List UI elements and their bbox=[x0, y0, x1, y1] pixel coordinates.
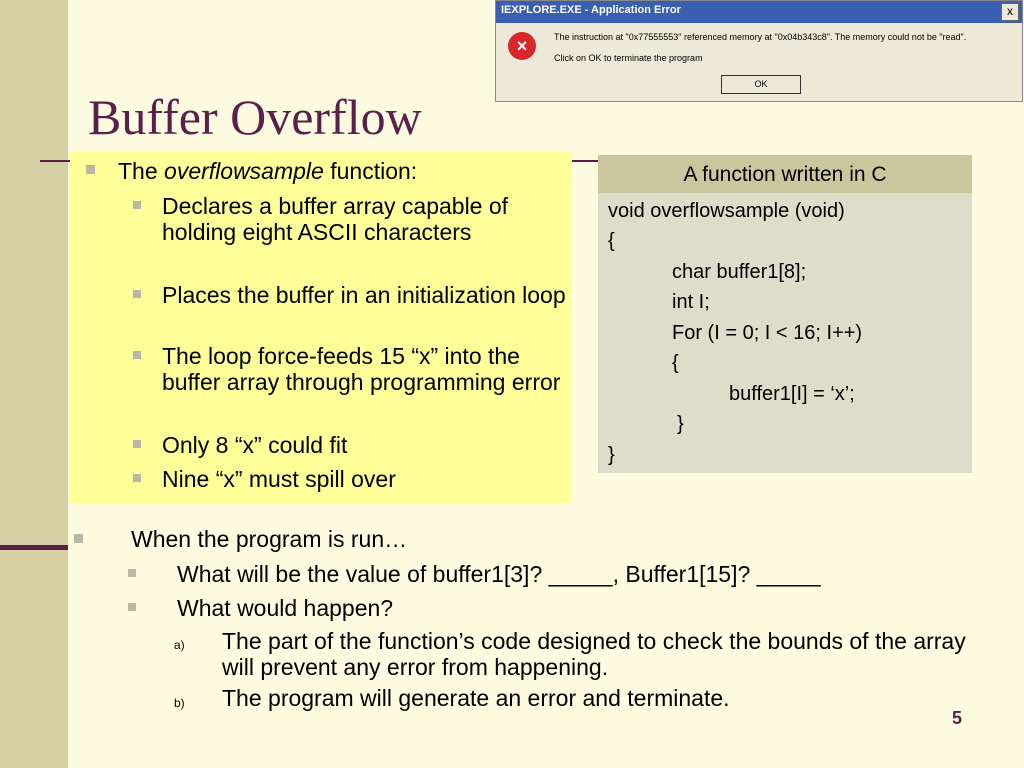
sub-bullet-icon bbox=[133, 474, 141, 482]
option-text: The program will generate an error and terminate. bbox=[222, 685, 730, 711]
dialog-title: IEXPLORE.EXE - Application Error bbox=[501, 4, 681, 16]
close-icon[interactable]: x bbox=[1001, 3, 1019, 21]
list-item: The loop force-feeds 15 “x” into the buffer array through programming error bbox=[162, 343, 561, 395]
page-number: 5 bbox=[951, 708, 962, 728]
bullet-icon bbox=[74, 534, 83, 543]
list-item: Nine “x” must spill over bbox=[162, 466, 396, 492]
lower-main-text: When the program is run… bbox=[131, 526, 408, 552]
sub-bullet-icon bbox=[128, 569, 136, 577]
option-text: The part of the function’s code designed to check the bounds of the array will prevent any error from happening. bbox=[222, 628, 966, 680]
slide-title: Buffer Overflow bbox=[88, 89, 422, 145]
list-item: Only 8 “x” could fit bbox=[162, 432, 348, 458]
sub-bullet-icon bbox=[133, 440, 141, 448]
application-error-dialog bbox=[495, 0, 1023, 102]
code-line: int I; bbox=[672, 291, 710, 313]
sub-bullet-icon bbox=[133, 351, 141, 359]
code-line: buffer1[I] = ‘x’; bbox=[729, 383, 855, 405]
code-line: } bbox=[677, 413, 684, 435]
dialog-message: The instruction at "0x77555553" referenced memory at "0x04b343c8". The memory could not be "read". bbox=[554, 32, 967, 42]
question-text: What will be the value of buffer1[3]? _____, Buffer1[15]? _____ bbox=[177, 561, 821, 587]
code-line: } bbox=[608, 444, 615, 466]
code-line: void overflowsample (void) bbox=[608, 200, 845, 222]
code-line: For (I = 0; I < 16; I++) bbox=[672, 322, 863, 344]
list-item: Places the buffer in an initialization loop bbox=[162, 282, 566, 308]
sub-bullet-icon bbox=[133, 201, 141, 209]
code-line: { bbox=[672, 352, 679, 374]
error-icon: × bbox=[508, 32, 536, 60]
sub-bullet-icon bbox=[128, 603, 136, 611]
sub-bullet-icon bbox=[133, 290, 141, 298]
question-text: What would happen? bbox=[177, 595, 394, 621]
title-underline-right bbox=[572, 160, 600, 162]
bullet-icon bbox=[86, 165, 95, 174]
option-letter: a) bbox=[174, 638, 185, 652]
option-letter: b) bbox=[174, 696, 185, 710]
code-line: char buffer1[8]; bbox=[672, 261, 807, 283]
sidebar-band bbox=[0, 0, 68, 768]
code-box-header: A function written in C bbox=[598, 155, 972, 193]
intro-text: The overflowsample function: bbox=[118, 158, 418, 184]
ok-button[interactable]: OK bbox=[721, 75, 801, 94]
sidebar-divider bbox=[0, 545, 68, 550]
code-line: { bbox=[608, 230, 615, 252]
list-item: Declares a buffer array capable of holding eight ASCII characters bbox=[162, 193, 509, 245]
dialog-titlebar bbox=[496, 1, 1022, 23]
dialog-instruction: Click on OK to terminate the program bbox=[554, 53, 703, 63]
